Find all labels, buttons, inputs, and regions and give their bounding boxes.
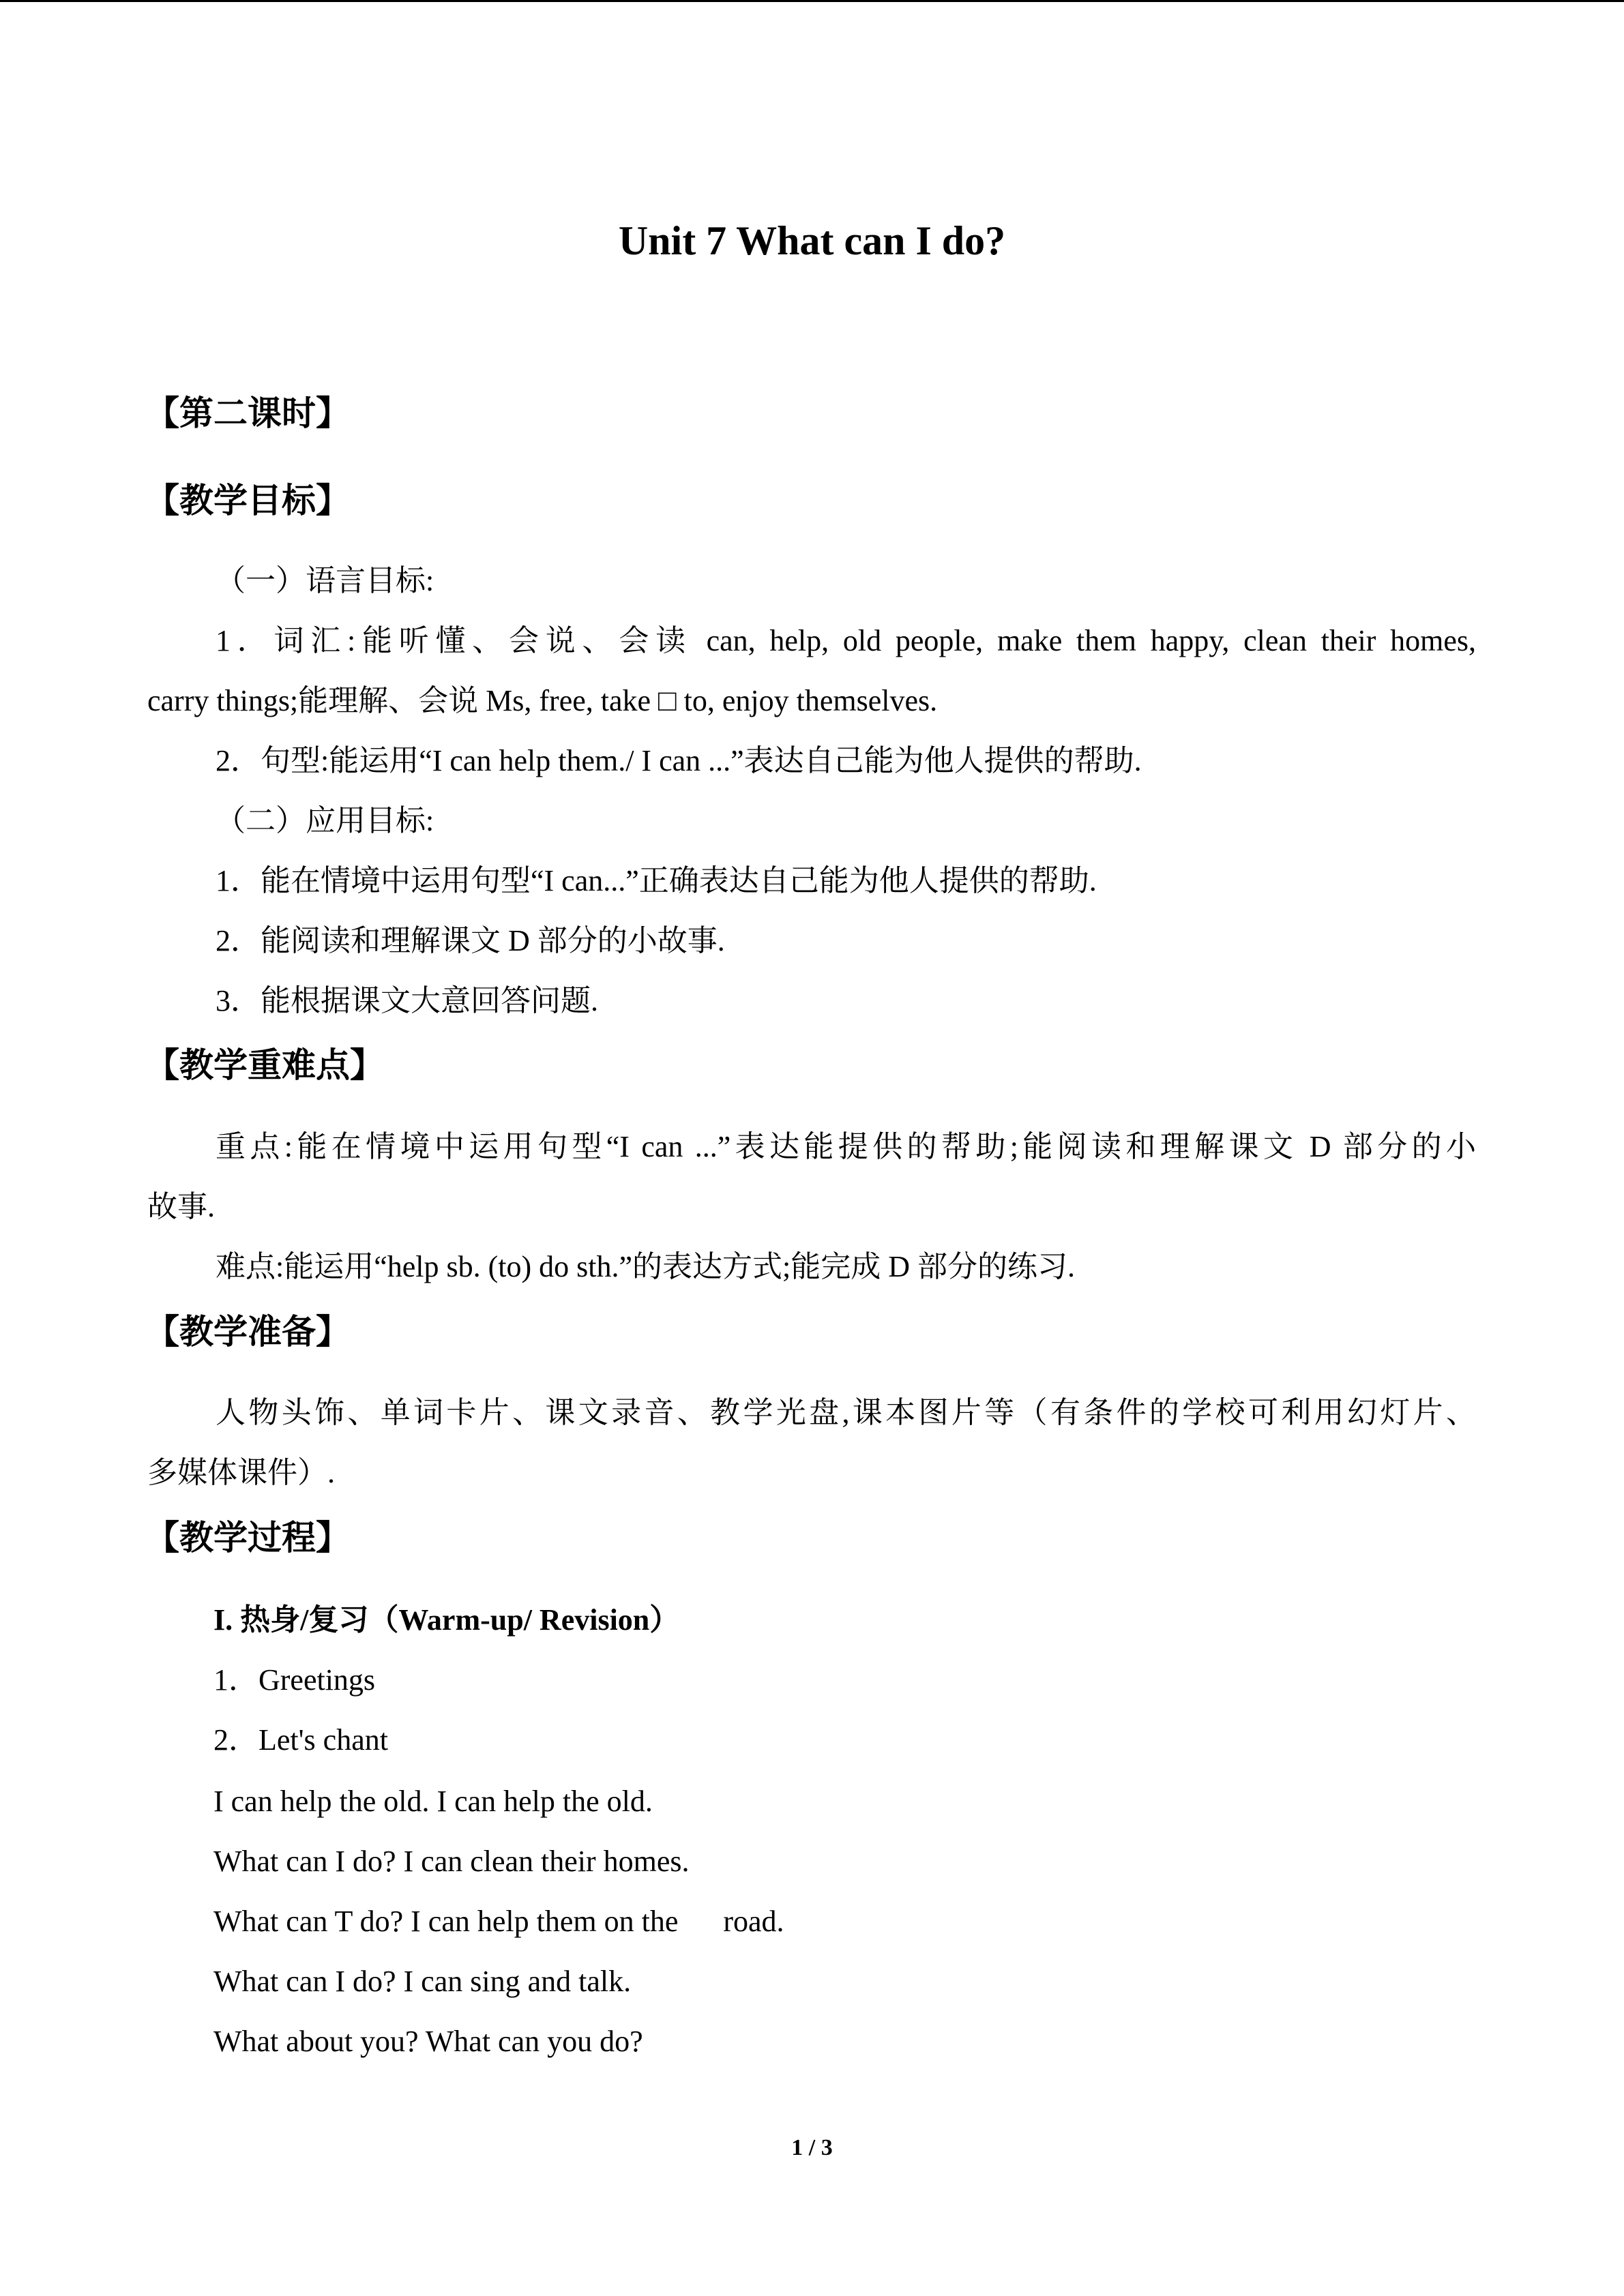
application-item-2: 2．能阅读和理解课文 D 部分的小故事.: [216, 924, 725, 957]
chant-line: What can I do? I can sing and talk.: [213, 1965, 632, 1998]
pattern-goal: 2．句型:能运用“I can help them./ I can ...”表达自己能为他人提供的帮助.: [216, 744, 1142, 777]
greetings-item: 1．Greetings: [213, 1663, 376, 1697]
heading-process: 【教学过程】: [145, 1519, 350, 1557]
page-number: 1 / 3: [791, 2135, 833, 2160]
heading-objectives: 【教学目标】: [145, 481, 350, 520]
chant-item: 2．Let's chant: [213, 1723, 388, 1757]
preparation-line-1: 人物头饰、单词卡片、课文录音、教学光盘,课本图片等（有条件的学校可利用幻灯片、: [216, 1396, 1476, 1429]
application-item-3: 3．能根据课文大意回答问题.: [216, 984, 598, 1017]
application-goal: （二）应用目标:: [216, 804, 434, 837]
heading-preparation: 【教学准备】: [145, 1313, 350, 1351]
preparation-line-2: 多媒体课件）.: [147, 1456, 335, 1489]
warmup-step-title: I. 热身/复习（Warm-up/ Revision）: [213, 1603, 680, 1637]
language-goal: （一）语言目标:: [216, 564, 434, 597]
vocab-line-2: carry things;能理解、会说 Ms, free, take □ to, enjoy themselves.: [147, 684, 938, 717]
application-item-1: 1．能在情境中运用句型“I can...”正确表达自己能为他人提供的帮助.: [216, 864, 1097, 897]
focus-line-2: 故事.: [147, 1190, 215, 1223]
difficulty-line: 难点:能运用“help sb. (to) do sth.”的表达方式;能完成 D 部分的练习.: [216, 1250, 1076, 1283]
vocab-line-1: 1．词汇:能听懂、会说、会读 can, help, old people, make them happy, clean their homes,: [216, 624, 1476, 657]
top-border: [0, 0, 1624, 2]
chant-line: What about you? What can you do?: [213, 2025, 643, 2058]
chant-line: What can I do? I can clean their homes.: [213, 1845, 690, 1878]
heading-key-points: 【教学重难点】: [145, 1046, 384, 1084]
document-title: Unit 7 What can I do?: [618, 218, 1006, 263]
focus-line-1: 重点:能在情境中运用句型“I can ...”表达能提供的帮助;能阅读和理解课文 D 部分的小: [216, 1130, 1476, 1163]
chant-line: I can help the old. I can help the old.: [213, 1785, 653, 1818]
chant-line: What can T do? I can help them on the road.: [213, 1905, 784, 1938]
heading-lesson: 【第二课时】: [145, 394, 350, 432]
